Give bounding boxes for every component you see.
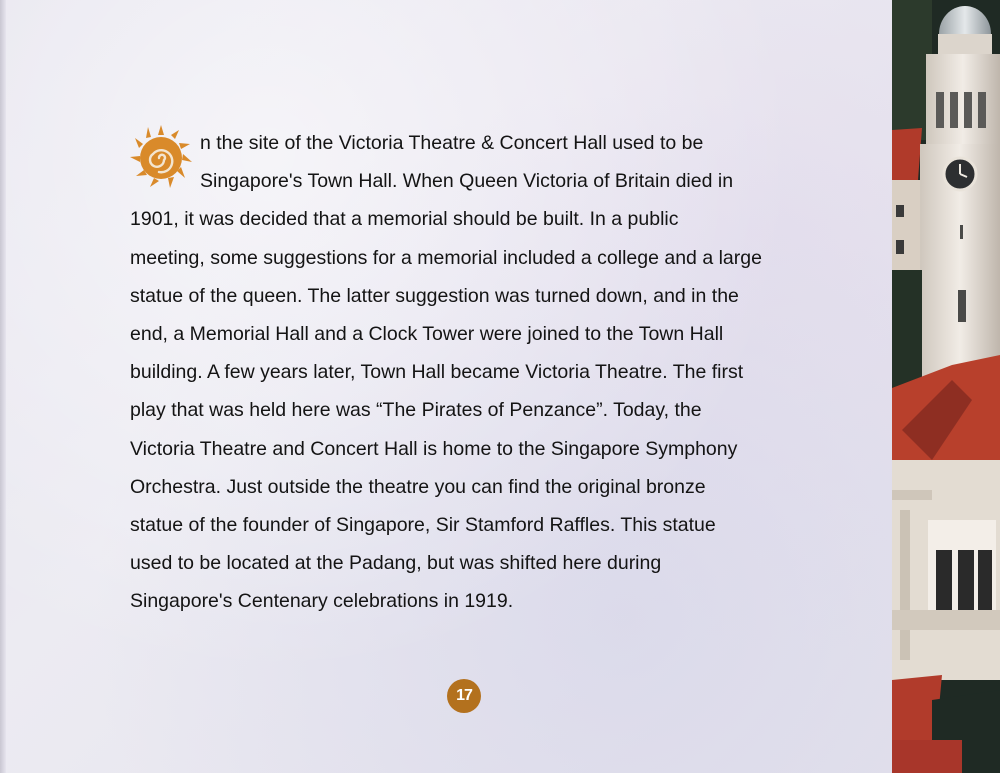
text-line: used to be located at the Padang, but was shifted here during: [130, 552, 662, 575]
article-text: [130, 124, 820, 620]
text-line: end, a Memorial Hall and a Clock Tower were joined to the Town Hall: [130, 322, 724, 345]
text-line: building. A few years later, Town Hall became Victoria Theatre. The first: [130, 361, 744, 384]
text-line: Victoria Theatre and Concert Hall is home to the Singapore Symphony: [130, 437, 738, 460]
page-edge: [0, 0, 6, 773]
page-number: 17: [447, 679, 481, 713]
text-line: statue of the founder of Singapore, Sir Stamford Raffles. This statue: [130, 513, 716, 536]
text-line: 1901, it was decided that a memorial should be built. In a public: [130, 208, 679, 231]
text-line: Singapore's Town Hall. When Queen Victoria of Britain died in: [200, 170, 734, 193]
text-line: Singapore's Centenary celebrations in 1919.: [130, 590, 514, 613]
clock-tower-photo: [892, 0, 1000, 773]
text-line: Orchestra. Just outside the theatre you can find the original bronze: [130, 475, 706, 498]
text-line: meeting, some suggestions for a memorial included a college and a large: [130, 246, 762, 269]
text-line: play that was held here was “The Pirates of Penzance”. Today, the: [130, 399, 702, 422]
text-line: statue of the queen. The latter suggestion was turned down, and in the: [130, 284, 739, 307]
text-line: n the site of the Victoria Theatre & Concert Hall used to be: [200, 132, 704, 154]
